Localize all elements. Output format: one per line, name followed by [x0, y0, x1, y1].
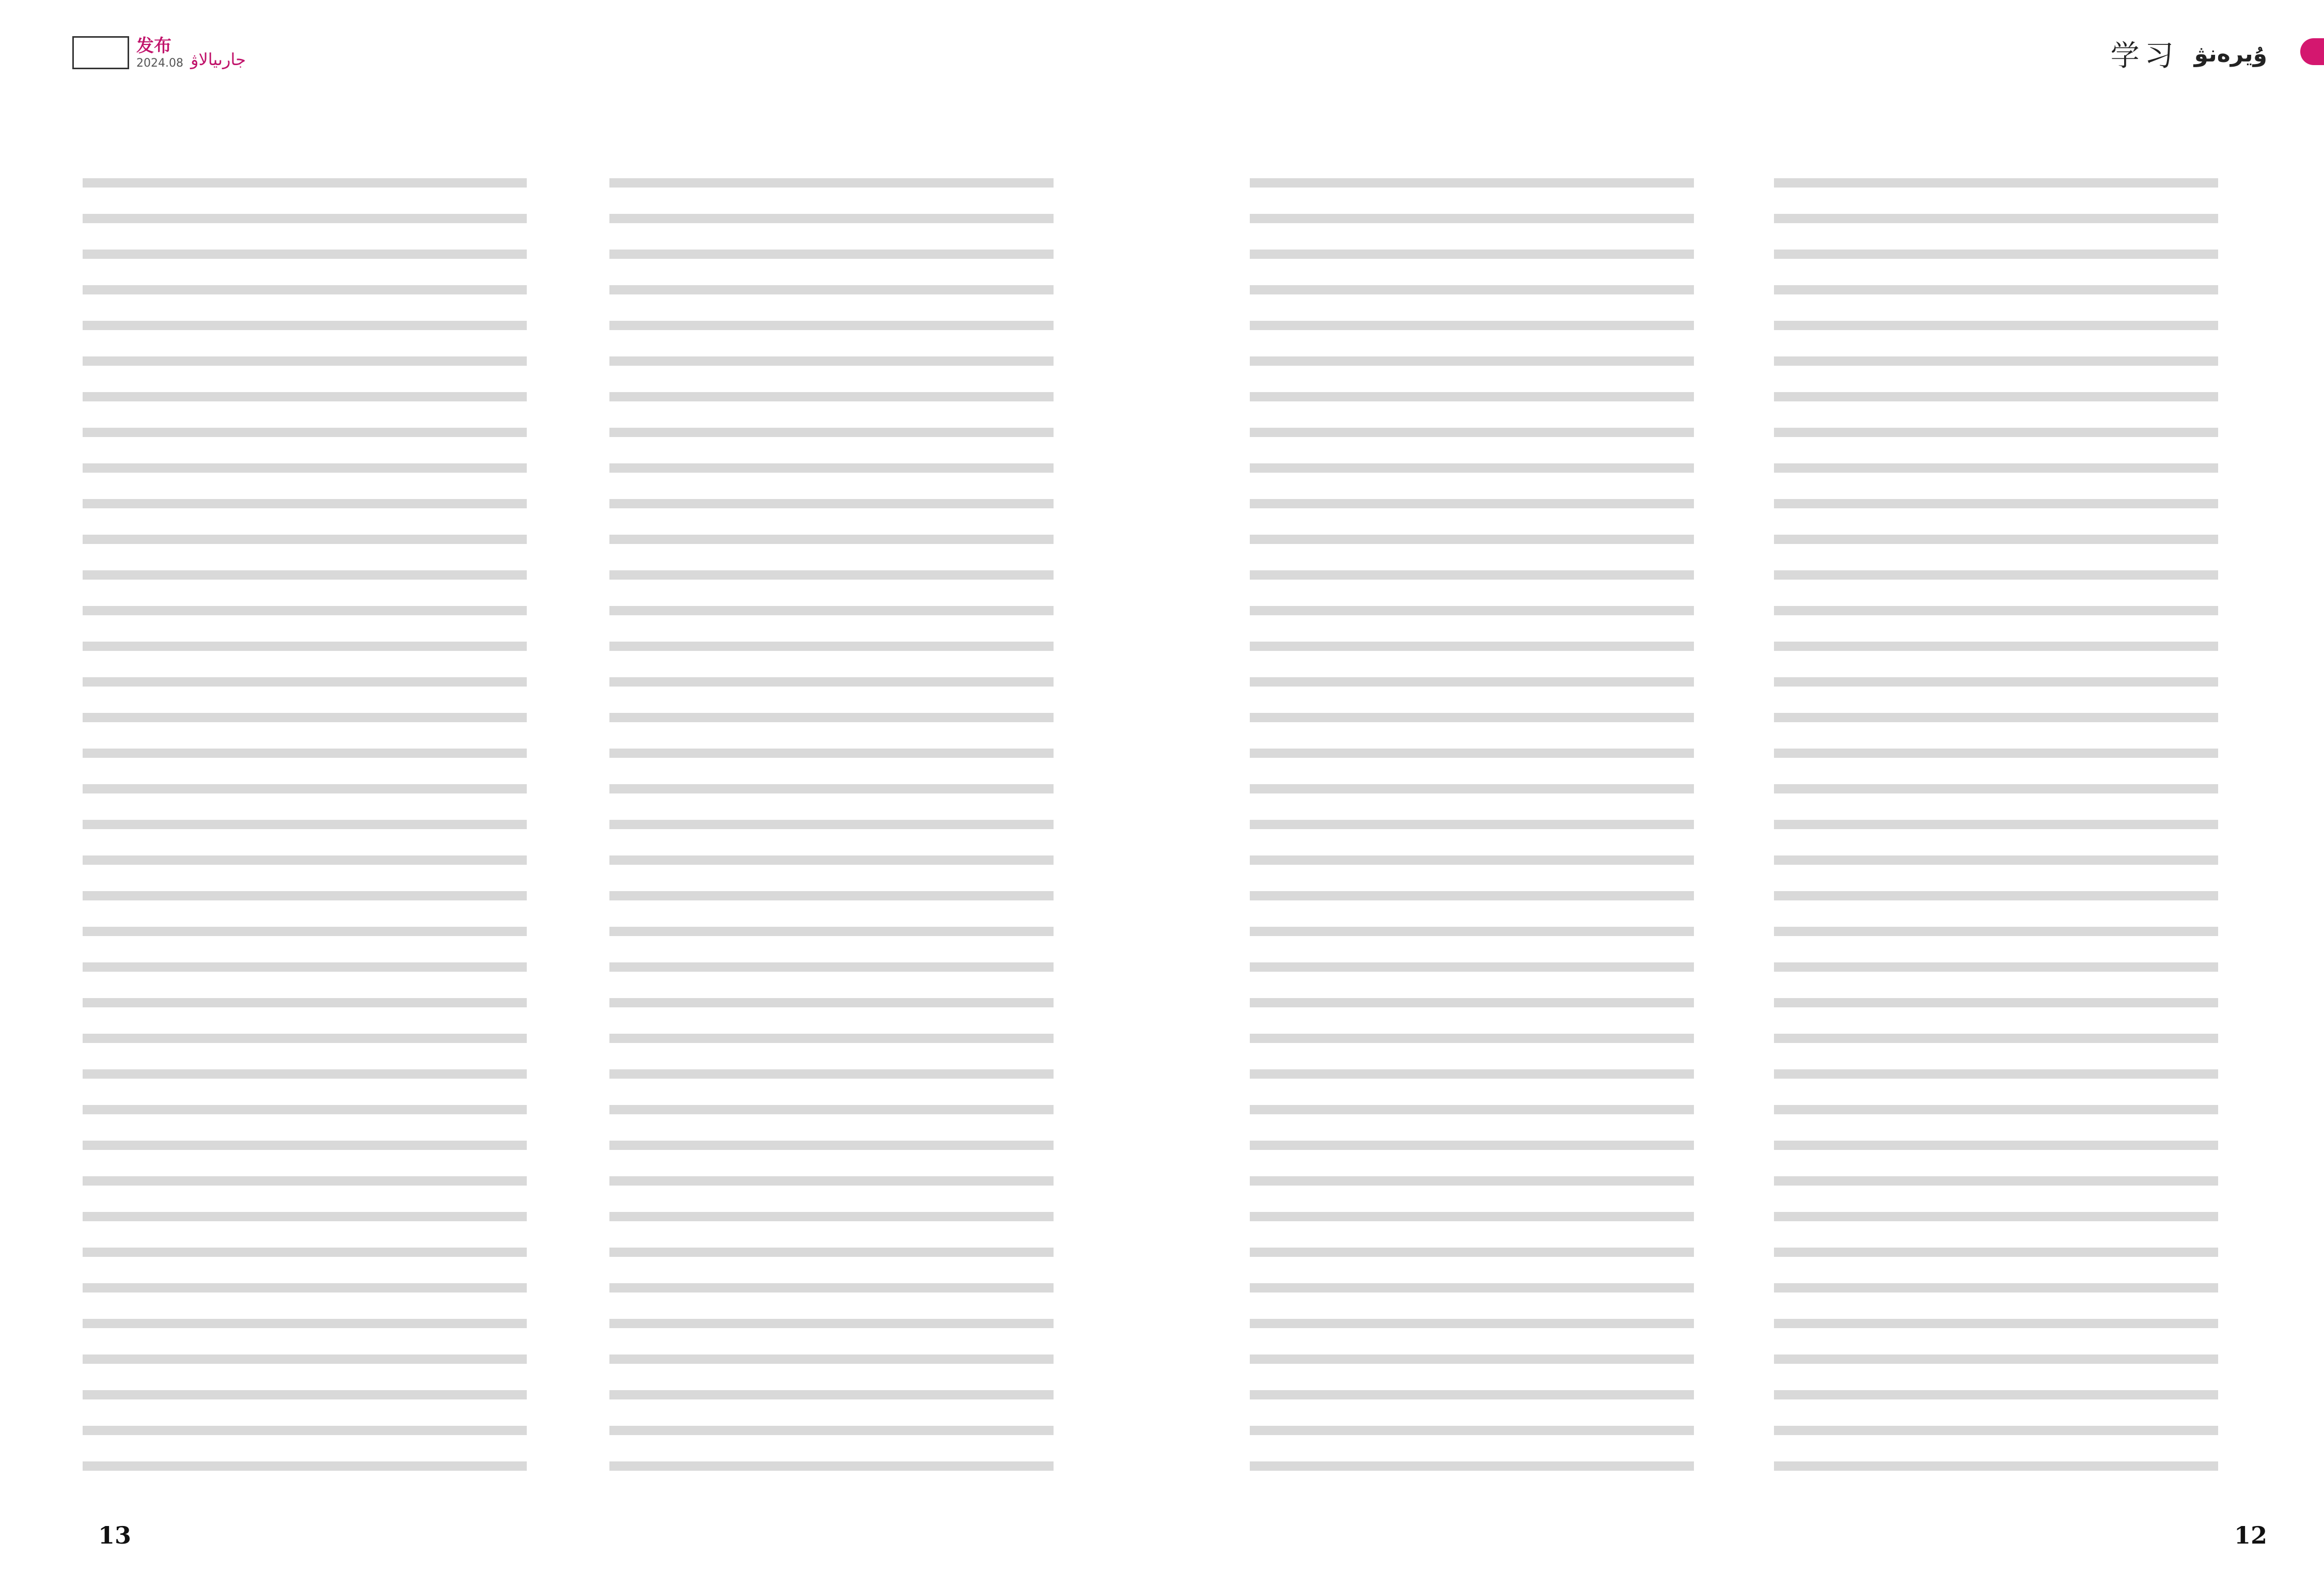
section-title-rtl: جارىيالاۋ	[190, 50, 246, 69]
text-column-body	[83, 178, 527, 1496]
text-column-body	[1774, 178, 2218, 1496]
page-number-left: 13	[98, 1521, 132, 1549]
page-number-right: 12	[2234, 1521, 2267, 1549]
section-title: 发布	[136, 36, 171, 56]
right-page-column-left	[1250, 178, 1694, 1496]
right-page-column-right	[1774, 178, 2218, 1496]
text-column-body	[1250, 178, 1694, 1496]
left-page-column-left	[83, 178, 527, 1496]
right-page-header	[2111, 33, 2267, 74]
magazine-logo	[72, 36, 129, 69]
text-column-body	[609, 178, 1054, 1496]
section-title-rtl: ۇيرەنۋ	[2194, 40, 2267, 67]
left-page-header	[72, 36, 246, 69]
section-title-cn: 学习	[2110, 39, 2179, 73]
right-page	[1162, 0, 2324, 1588]
issue-date: 2024.08	[136, 57, 183, 70]
left-page-column-right	[609, 178, 1054, 1496]
header-title-stack	[136, 37, 183, 69]
section-tab-marker	[2300, 38, 2324, 65]
